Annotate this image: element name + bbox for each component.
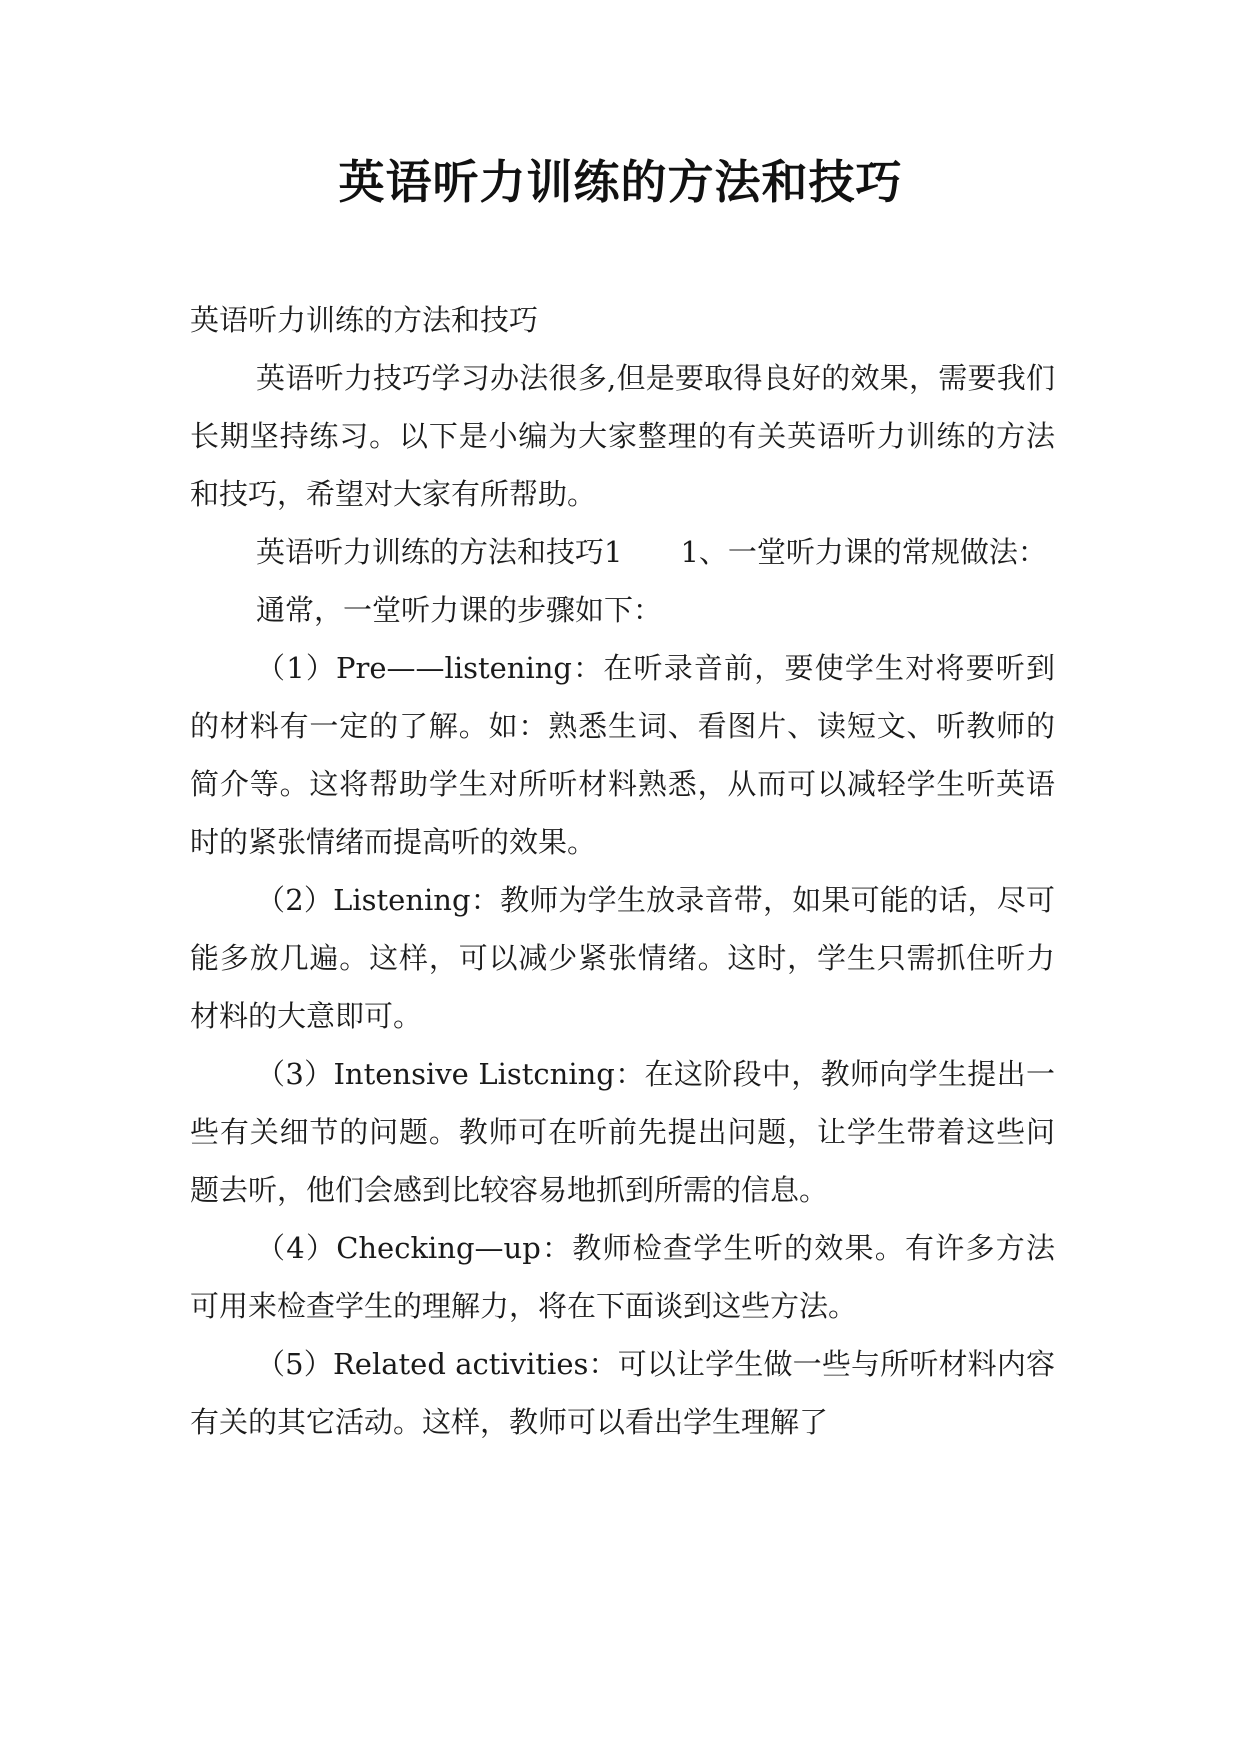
step-paragraph: （1）Pre——listening：在听录音前，要使学生对将要听到的材料有一定的了解。如：熟悉生词、看图片、读短文、听教师的简介等。这将帮助学生对所听材料熟悉，从而可以减轻学生听英语时的紧张情绪而提高听的效果。 <box>190 651 1055 859</box>
steps-intro: 通常，一堂听力课的步骤如下： <box>256 593 663 627</box>
step-paragraph: （2）Listening：教师为学生放录音带，如果可能的话，尽可能多放几遍。这样，可以减少紧张情绪。这时，学生只需抓住听力材料的大意即可。 <box>190 883 1055 1033</box>
step-paragraph: （4）Checking—up：教师检查学生听的效果。有许多方法可用来检查学生的理解力，将在下面谈到这些方法。 <box>190 1231 1055 1323</box>
step-paragraph: （5）Related activities：可以让学生做一些与所听材料内容有关的其它活动。这样，教师可以看出学生理解了 <box>190 1347 1055 1439</box>
subtitle: 英语听力训练的方法和技巧 <box>190 303 539 337</box>
intro-paragraph: 英语听力技巧学习办法很多,但是要取得良好的效果，需要我们长期坚持练习。以下是小编为大家整理的有关英语听力训练的方法和技巧，希望对大家有所帮助。 <box>190 361 1055 511</box>
document-body <box>190 291 1055 1451</box>
document-title: 英语听力训练的方法和技巧 <box>338 155 903 209</box>
step-paragraph: （3）Intensive Listcning：在这阶段中，教师向学生提出一些有关细节的问题。教师可在听前先提出问题，让学生带着这些问题去听，他们会感到比较容易地抓到所需的信息。 <box>190 1057 1055 1207</box>
section-heading: 英语听力训练的方法和技巧1 1、一堂听力课的常规做法： <box>256 535 1047 569</box>
